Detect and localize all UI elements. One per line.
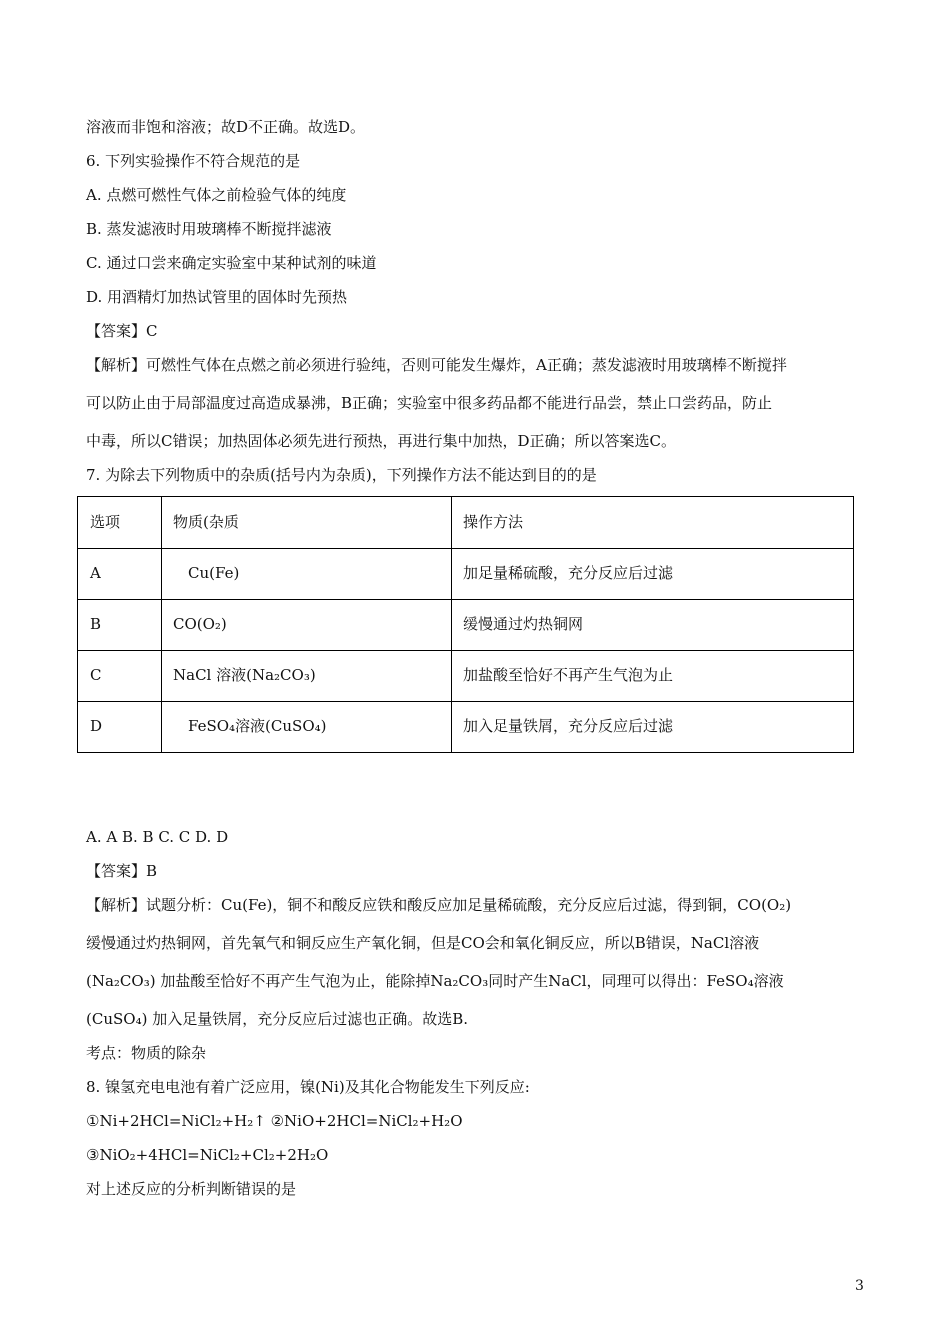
table-cell: FeSO₄溶液(CuSO₄) xyxy=(188,717,327,735)
reactions-line-1: ①Ni+2HCl=NiCl₂+H₂↑ ②NiO+2HCl=NiCl₂+H₂O xyxy=(86,1112,463,1130)
analysis-7-line-1: 【解析】试题分析：Cu(Fe)，铜不和酸反应铁和酸反应加足量稀硫酸，充分反应后过滤，得到铜，CO(O₂) xyxy=(86,896,792,914)
option-a: A. 点燃可燃性气体之前检验气体的纯度 xyxy=(86,186,347,204)
analysis-7-line-4: (CuSO₄) 加入足量铁屑，充分反应后过滤也正确。故选B. xyxy=(86,1010,468,1028)
table-cell: 加足量稀硫酸，充分反应后过滤 xyxy=(463,564,674,582)
table-cell: CO(O₂) xyxy=(173,615,227,633)
question-8: 8. 镍氢充电电池有着广泛应用，镍(Ni)及其化合物能发生下列反应: xyxy=(86,1078,530,1096)
reactions-line-2: ③NiO₂+4HCl=NiCl₂+Cl₂+2H₂O xyxy=(86,1146,329,1164)
table-cell: C xyxy=(90,666,102,684)
table-cell: A xyxy=(90,564,101,582)
table-cell: B xyxy=(90,615,102,633)
table-cell: 缓慢通过灼热铜网 xyxy=(463,615,584,633)
analysis-7-line-2: 缓慢通过灼热铜网，首先氧气和铜反应生产氧化铜，但是CO会和氧化铜反应，所以B错误，NaCl溶液 xyxy=(86,934,760,952)
table-row xyxy=(78,599,853,651)
analysis-6-line-3: 中毒，所以C错误；加热固体必须先进行预热，再进行集中加热，D正确；所以答案选C。 xyxy=(86,432,676,450)
question-8-prompt: 对上述反应的分析判断错误的是 xyxy=(86,1180,297,1198)
option-b: B. 蒸发滤液时用玻璃棒不断搅拌滤液 xyxy=(86,220,332,238)
table-header-row xyxy=(78,497,853,549)
table-cell: D xyxy=(90,717,103,735)
table-cell: 加盐酸至恰好不再产生气泡为止 xyxy=(463,666,674,684)
analysis-7-line-3: (Na₂CO₃) 加盐酸至恰好不再产生气泡为止，能除掉Na₂CO₃同时产生NaCl，同理可以得出：FeSO₄溶液 xyxy=(86,972,784,990)
option-d: D. 用酒精灯加热试管里的固体时先预热 xyxy=(86,288,348,306)
answer-6: 【答案】C xyxy=(86,322,158,340)
table-cell: Cu(Fe) xyxy=(188,564,240,582)
table-row xyxy=(78,701,853,753)
answer-7: 【答案】B xyxy=(86,862,158,880)
option-c: C. 通过口尝来确定实验室中某种试剂的味道 xyxy=(86,254,377,272)
table-cell: 加入足量铁屑，充分反应后过滤 xyxy=(463,717,674,735)
column-divider xyxy=(161,497,162,752)
table-header-cell: 操作方法 xyxy=(463,513,524,531)
test-point: 考点：物质的除杂 xyxy=(86,1044,207,1062)
table-row xyxy=(78,650,853,702)
table-row xyxy=(78,548,853,600)
text-line: 溶液而非饱和溶液；故D不正确。故选D。 xyxy=(86,118,366,136)
question-6: 6. 下列实验操作不符合规范的是 xyxy=(86,152,301,170)
column-divider xyxy=(451,497,452,752)
analysis-6-line-1: 【解析】可燃性气体在点燃之前必须进行验纯，否则可能发生爆炸，A正确；蒸发滤液时用玻璃棒不断搅拌 xyxy=(86,356,787,374)
analysis-6-line-2: 可以防止由于局部温度过高造成暴沸，B正确；实验室中很多药品都不能进行品尝，禁止口尝药品，防止 xyxy=(86,394,773,412)
table-header-cell: 选项 xyxy=(90,513,121,531)
question-7: 7. 为除去下列物质中的杂质(括号内为杂质)，下列操作方法不能达到目的的是 xyxy=(86,466,597,484)
table-cell: NaCl 溶液(Na₂CO₃) xyxy=(173,666,316,684)
answer-options-7: A. A B. B C. C D. D xyxy=(86,828,229,846)
table-header-cell: 物质(杂质 xyxy=(173,513,239,531)
impurity-table xyxy=(77,496,854,753)
page-number: 3 xyxy=(855,1278,864,1294)
